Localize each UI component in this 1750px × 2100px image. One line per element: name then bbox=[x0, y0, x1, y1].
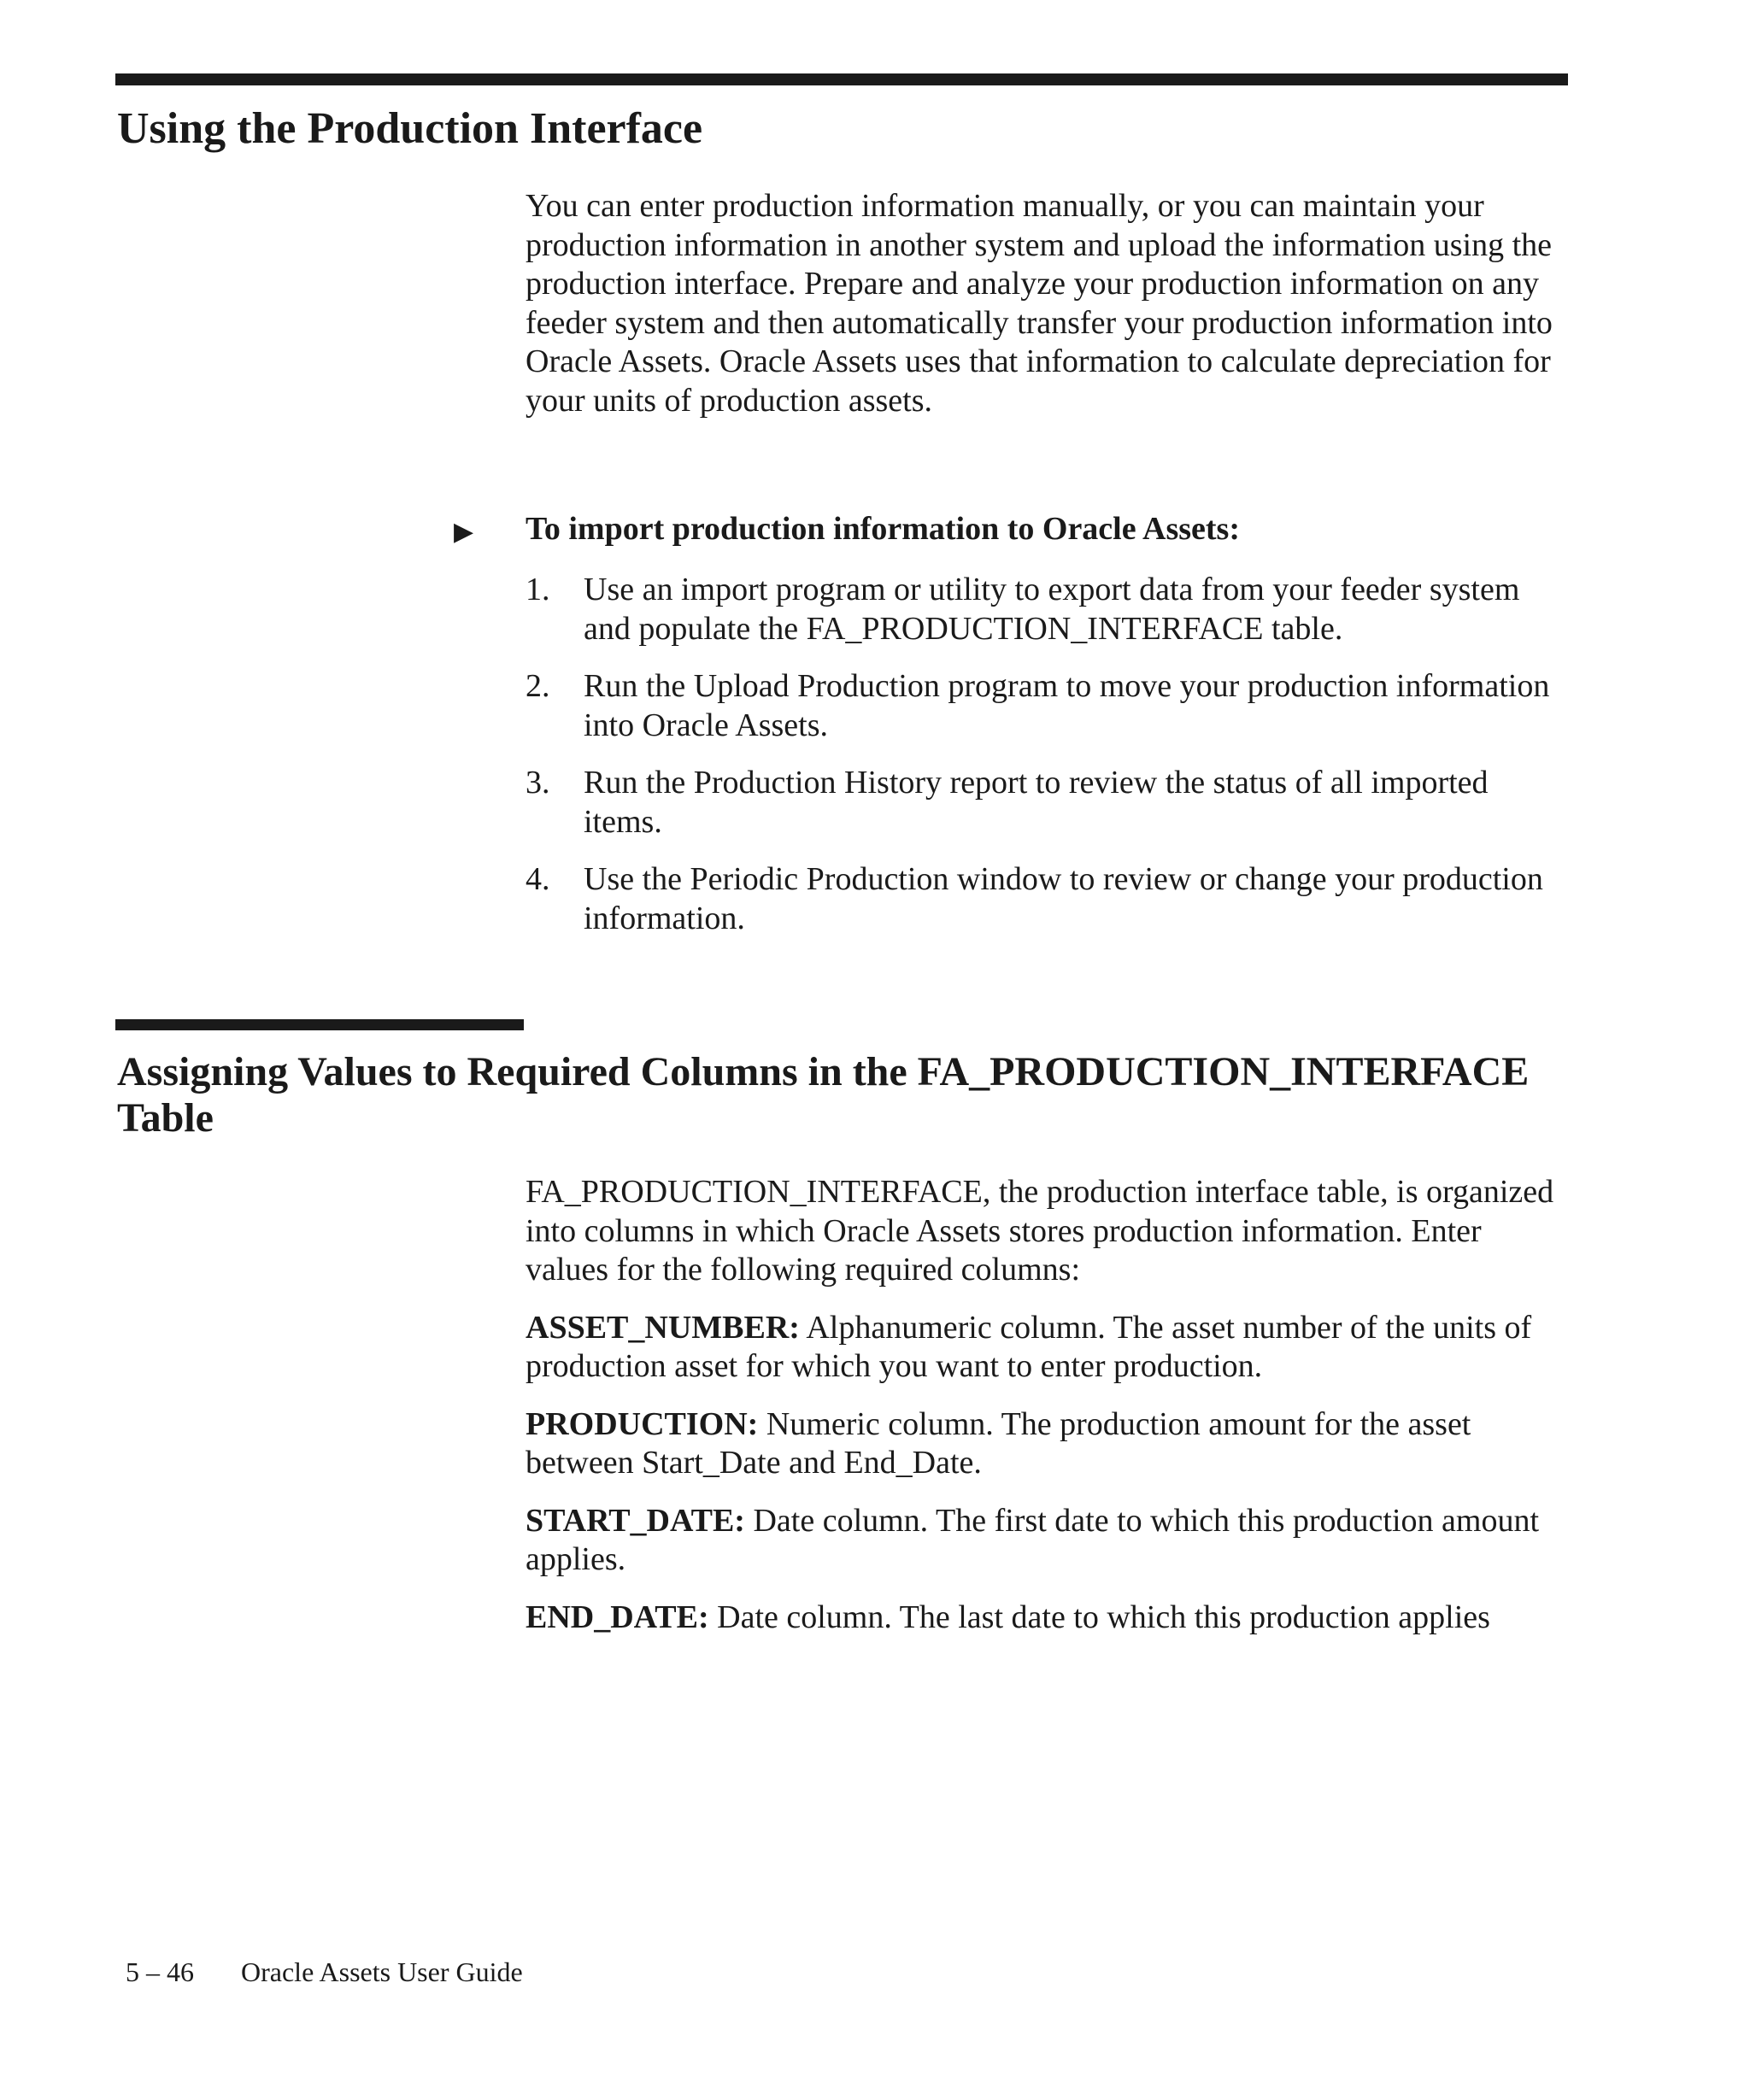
list-item bbox=[526, 764, 1568, 842]
column-description: Numeric column. The production amount for the asset between Start_Date and End_Date. bbox=[526, 1405, 1471, 1481]
step-text: Use the Periodic Production window to review or change your production information. bbox=[584, 861, 1543, 936]
column-definition-asset-number bbox=[526, 1309, 1568, 1387]
section-rule-short bbox=[115, 1019, 524, 1030]
book-title: Oracle Assets User Guide bbox=[241, 1956, 523, 1987]
column-definition-start-date bbox=[526, 1502, 1568, 1580]
section-rule-top bbox=[115, 73, 1568, 85]
list-item bbox=[526, 667, 1568, 745]
list-item bbox=[526, 571, 1568, 648]
column-name: ASSET_NUMBER: bbox=[526, 1309, 800, 1346]
required-columns-intro: FA_PRODUCTION_INTERFACE, the production interface table, is organized into columns in which Oracle Assets stores production information. Enter values for the following required columns: bbox=[526, 1174, 1554, 1288]
column-definition-end-date bbox=[526, 1598, 1568, 1638]
column-name: PRODUCTION: bbox=[526, 1405, 759, 1442]
required-columns-section bbox=[526, 1173, 1568, 1656]
list-item bbox=[526, 860, 1568, 938]
step-text: Run the Upload Production program to move your production information into Oracle Assets. bbox=[584, 668, 1550, 743]
column-description: Date column. The last date to which this production applies bbox=[708, 1598, 1490, 1635]
step-text: Use an import program or utility to export data from your feeder system and populate the FA_PRODUCTION_INTERFACE table. bbox=[584, 572, 1520, 647]
page-footer bbox=[126, 1955, 523, 1989]
step-number: 2. bbox=[526, 668, 550, 704]
section-title-required-columns: Assigning Values to Required Columns in the FA_PRODUCTION_INTERFACE Table bbox=[117, 1049, 1530, 1141]
page-number: 5 – 46 bbox=[126, 1956, 194, 1987]
step-text: Run the Production History report to review the status of all imported items. bbox=[584, 765, 1489, 840]
column-description: Alphanumeric column. The asset number of the units of production asset for which you want to enter production. bbox=[526, 1309, 1532, 1384]
step-number: 3. bbox=[526, 765, 550, 801]
intro-paragraph: You can enter production information manually, or you can maintain your production information in another system and upload the information using the production interface. Prepare and analyze your production information on any feeder system and then automatically transfer your production information into Oracle Assets. Oracle Assets uses that information to calculate depreciation for your units of production assets. bbox=[526, 188, 1553, 419]
procedure-steps-list bbox=[526, 571, 1568, 957]
procedure-heading: To import production information to Oracle Assets: bbox=[526, 511, 1240, 547]
step-number: 4. bbox=[526, 861, 550, 897]
column-name: END_DATE: bbox=[526, 1598, 709, 1635]
column-description: Date column. The first date to which this production amount applies. bbox=[526, 1502, 1540, 1577]
procedure-arrow-icon: ▶ bbox=[454, 517, 474, 547]
section-title-production-interface: Using the Production Interface bbox=[117, 104, 703, 153]
column-definition-production bbox=[526, 1405, 1568, 1483]
column-name: START_DATE: bbox=[526, 1502, 745, 1539]
step-number: 1. bbox=[526, 572, 550, 607]
